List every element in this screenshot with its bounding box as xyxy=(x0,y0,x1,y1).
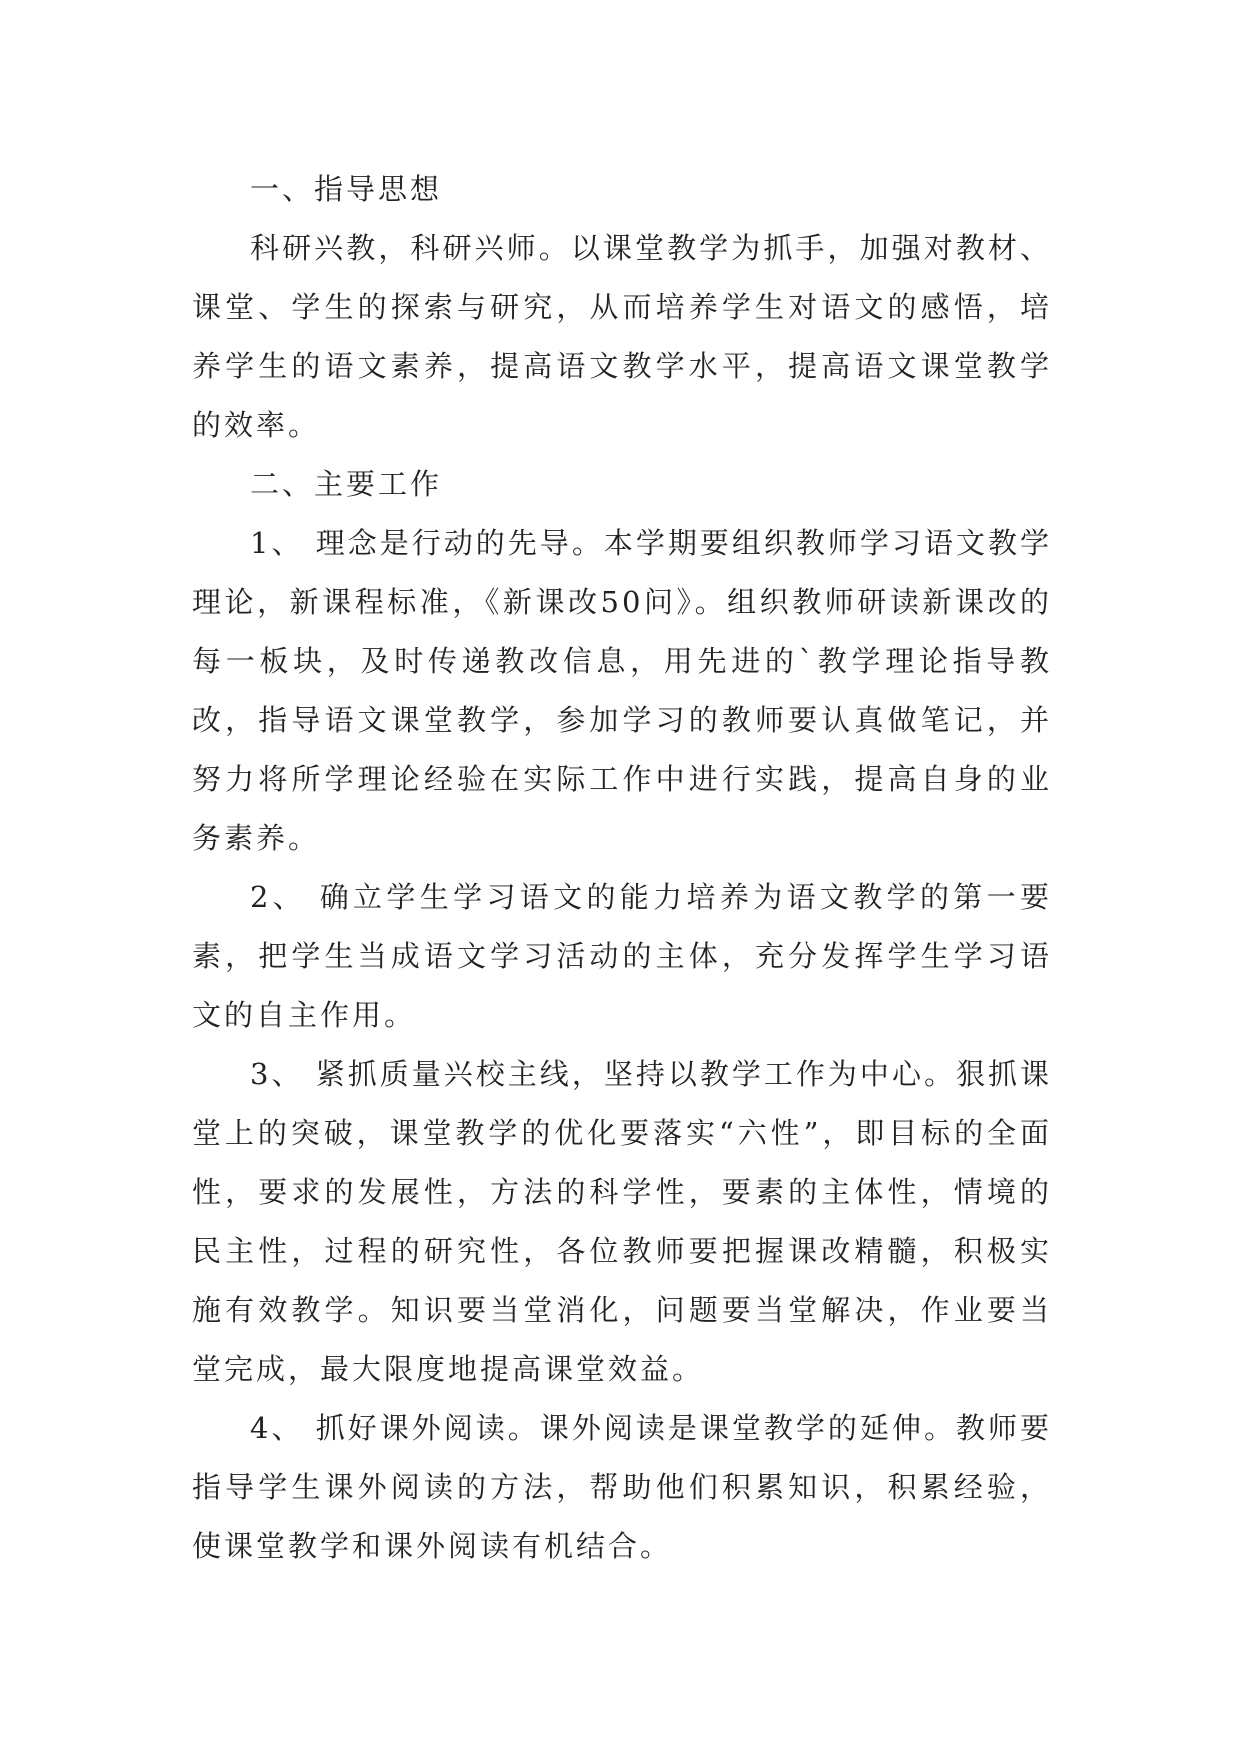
paragraph-work-item-4: 4、 抓好课外阅读。课外阅读是课堂教学的延伸。教师要指导学生课外阅读的方法，帮助他们积累知识，积累经验，使课堂教学和课外阅读有机结合。 xyxy=(192,1411,1052,1563)
section-heading-guiding-ideology: 一、指导思想 xyxy=(250,172,443,206)
paragraph-work-item-2: 2、 确立学生学习语文的能力培养为语文教学的第一要素，把学生当成语文学习活动的主体，充分发挥学生学习语文的自主作用。 xyxy=(192,880,1052,1032)
paragraph-work-item-1: 1、 理念是行动的先导。本学期要组织教师学习语文教学理论，新课程标准，《新课改50问》。组织教师研读新课改的每一板块，及时传递教改信息，用先进的`教学理论指导教改，指导语文课堂教学，参加学习的教师要认真做笔记，并努力将所学理论经验在实际工作中进行实践，提高自身的业务素养。 xyxy=(192,526,1052,855)
paragraph-work-item-3: 3、 紧抓质量兴校主线，坚持以教学工作为中心。狠抓课堂上的突破，课堂教学的优化要落实“六性”，即目标的全面性，要求的发展性，方法的科学性，要素的主体性，情境的民主性，过程的研究性，各位教师要把握课改精髓，积极实施有效教学。知识要当堂消化，问题要当堂解决，作业要当堂完成，最大限度地提高课堂效益。 xyxy=(192,1057,1052,1386)
document-body xyxy=(192,160,1052,1576)
section-heading-main-work: 二、主要工作 xyxy=(250,467,443,501)
paragraph-guiding-ideology: 科研兴教，科研兴师。以课堂教学为抓手，加强对教材、课堂、学生的探索与研究，从而培养学生对语文的感悟，培养学生的语文素养，提高语文教学水平，提高语文课堂教学的效率。 xyxy=(192,231,1052,442)
